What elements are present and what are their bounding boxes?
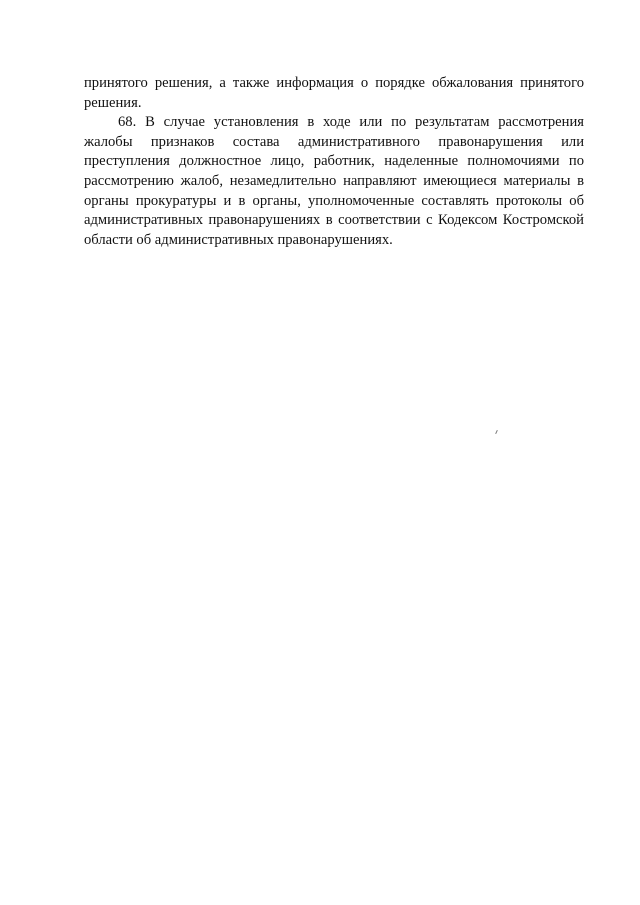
scan-speck bbox=[495, 430, 498, 434]
paragraph-clause-68: 68. В случае установления в ходе или по результатам рассмотрения жалобы признаков состава административного правонарушения или преступления должностное лицо, работник, наделенные полномочиями по рассмотрению жалоб, незамедлительно направляют имеющиеся материалы в органы прокуратуры и в органы, уполномоченные составлять протоколы об административных правонарушениях в соответствии с Кодексом Костромской области об административных правонарушениях. bbox=[84, 114, 584, 248]
document-body bbox=[84, 74, 584, 250]
paragraph-continuation: принятого решения, а также информация о порядке обжалования принятого решения. bbox=[84, 75, 584, 111]
